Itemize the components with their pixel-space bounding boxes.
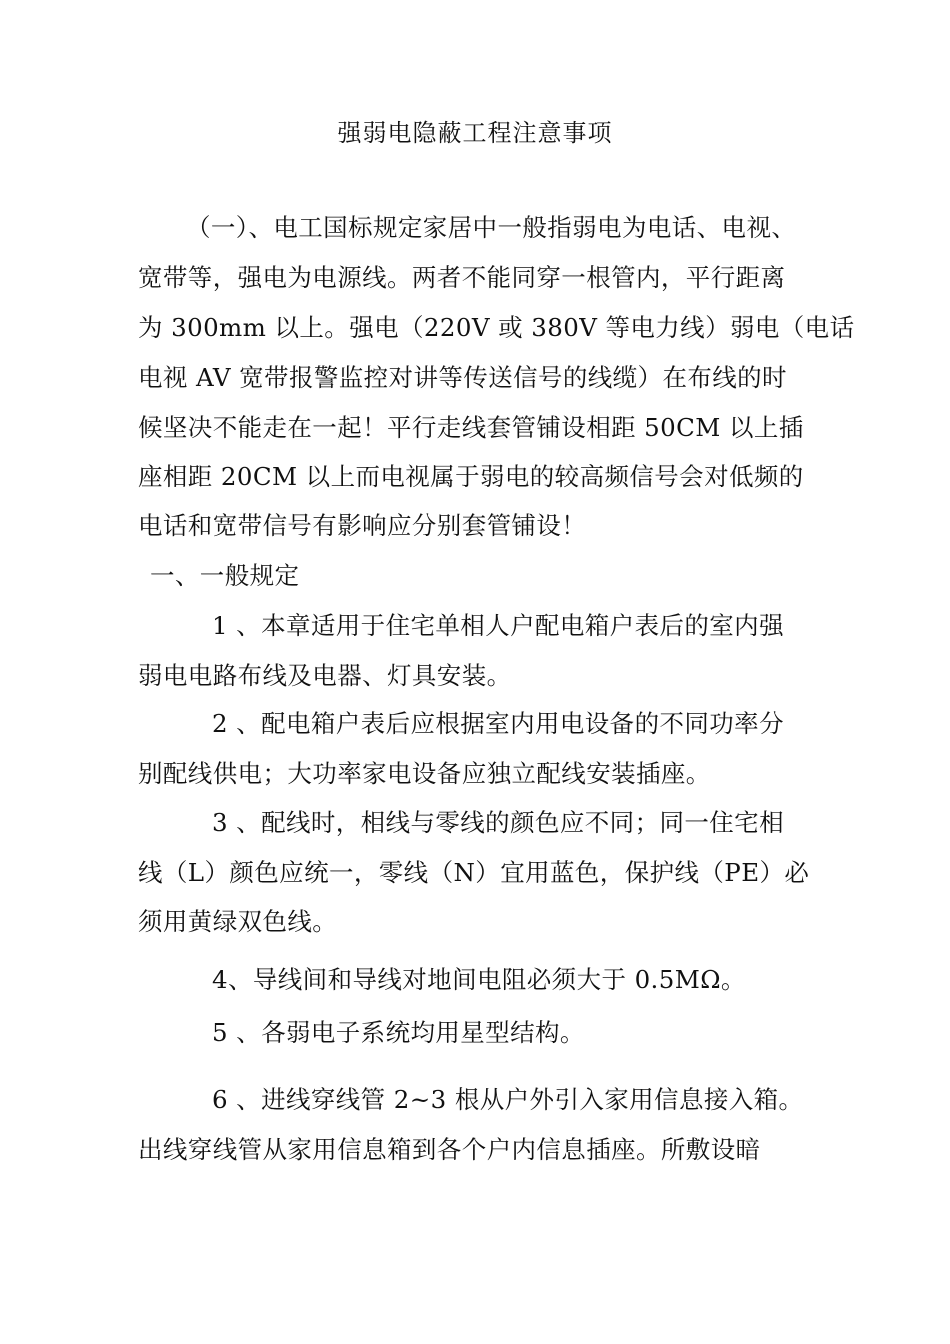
item-3-line-3: 须用黄绿双色线。 (138, 907, 338, 936)
item-3-line-2: 线（L）颜色应统一，零线（N）宜用蓝色，保护线（PE）必 (138, 858, 810, 887)
section-heading: 一、一般规定 (150, 561, 300, 590)
intro-line-4: 电视 AV 宽带报警监控对讲等传送信号的线缆）在布线的时 (138, 363, 787, 392)
intro-line-6: 座相距 20CM 以上而电视属于弱电的较高频信号会对低频的 (138, 462, 804, 491)
item-1-line-2: 弱电电路布线及电器、灯具安装。 (138, 661, 512, 690)
intro-line-2: 宽带等，强电为电源线。两者不能同穿一根管内，平行距离 (138, 263, 786, 292)
item-1-line-1: 1 、本章适用于住宅单相人户配电箱户表后的室内强 (212, 611, 784, 640)
intro-line-5: 候坚决不能走在一起！平行走线套管铺设相距 50CM 以上插 (138, 413, 804, 442)
intro-line-1: （一）、电工国标规定家居中一般指弱电为电话、电视、 (186, 213, 797, 242)
item-6-line-1: 6 、进线穿线管 2~3 根从户外引入家用信息接入箱。 (212, 1085, 804, 1114)
intro-line-3: 为 300mm 以上。强电（220V 或 380V 等电力线）弱电（电话 (138, 313, 855, 342)
intro-line-7: 电话和宽带信号有影响应分别套管铺设！ (138, 511, 587, 540)
page-title: 强弱电隐蔽工程注意事项 (337, 119, 613, 147)
item-2-line-1: 2 、配电箱户表后应根据室内用电设备的不同功率分 (212, 709, 784, 738)
item-2-line-2: 别配线供电；大功率家电设备应独立配线安装插座。 (138, 759, 711, 788)
item-4-line-1: 4、导线间和导线对地间电阻必须大于 0.5MΩ。 (212, 965, 746, 994)
item-5-line-1: 5 、各弱电子系统均用星型结构。 (212, 1018, 585, 1047)
item-6-line-2: 出线穿线管从家用信息箱到各个户内信息插座。所敷设暗 (138, 1135, 761, 1164)
item-3-line-1: 3 、配线时，相线与零线的颜色应不同；同一住宅相 (212, 808, 784, 837)
